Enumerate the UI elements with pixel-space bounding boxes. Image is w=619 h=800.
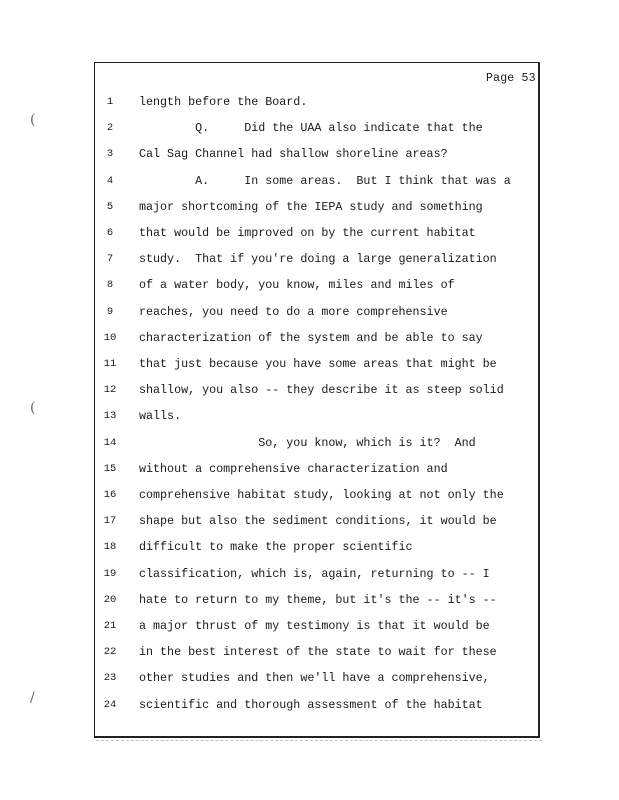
line-text: So, you know, which is it? And bbox=[139, 435, 476, 450]
line-text: major shortcoming of the IEPA study and something bbox=[139, 199, 483, 214]
transcript-line bbox=[0, 383, 619, 399]
transcript-line bbox=[0, 357, 619, 373]
line-text: length before the Board. bbox=[139, 95, 308, 109]
line-number: 24 bbox=[103, 698, 117, 711]
transcript-line bbox=[0, 331, 619, 347]
line-number: 15 bbox=[103, 462, 117, 475]
transcript-line bbox=[0, 147, 619, 163]
line-number: 18 bbox=[103, 541, 117, 554]
line-number: 16 bbox=[103, 489, 117, 501]
transcript-line bbox=[0, 226, 619, 242]
line-number: 14 bbox=[103, 436, 117, 449]
line-number: 10 bbox=[103, 331, 117, 344]
line-number: 1 bbox=[106, 96, 114, 108]
line-text: that just because you have some areas that might be bbox=[139, 357, 497, 371]
line-text: comprehensive habitat study, looking at not only the bbox=[139, 488, 504, 502]
transcript-line bbox=[0, 436, 619, 452]
transcript-line bbox=[0, 671, 619, 687]
line-number: 22 bbox=[103, 646, 117, 659]
line-text: difficult to make the proper scientific bbox=[139, 540, 413, 555]
transcript-line bbox=[0, 593, 619, 609]
transcript-line bbox=[0, 462, 619, 478]
line-number: 23 bbox=[103, 672, 117, 685]
line-number: 12 bbox=[103, 384, 117, 397]
line-text: other studies and then we'll have a comprehensive, bbox=[139, 671, 490, 686]
transcript-line bbox=[0, 540, 619, 556]
line-text: reaches, you need to do a more comprehensive bbox=[139, 304, 448, 319]
transcript-line bbox=[0, 567, 619, 583]
transcript-line bbox=[0, 174, 619, 190]
line-text: characterization of the system and be able to say bbox=[139, 330, 483, 345]
line-number: 7 bbox=[106, 253, 114, 266]
transcript-line bbox=[0, 619, 619, 635]
line-number: 20 bbox=[103, 593, 117, 606]
line-text: Cal Sag Channel had shallow shoreline areas? bbox=[139, 147, 448, 162]
transcript-line bbox=[0, 252, 619, 268]
transcript-line bbox=[0, 698, 619, 714]
transcript-page-border bbox=[94, 62, 540, 738]
transcript-line bbox=[0, 95, 619, 111]
page-number: Page 53 bbox=[486, 72, 536, 85]
transcript-line bbox=[0, 488, 619, 504]
margin-mark-icon: ( bbox=[30, 400, 36, 416]
scan-noise-line bbox=[96, 740, 542, 743]
line-number: 19 bbox=[103, 567, 117, 580]
line-number: 5 bbox=[106, 200, 114, 213]
line-number: 9 bbox=[106, 305, 114, 318]
transcript-line bbox=[0, 278, 619, 294]
margin-mark-icon: ( bbox=[30, 112, 36, 128]
line-number: 3 bbox=[106, 148, 114, 161]
line-text: that would be improved on by the current habitat bbox=[139, 226, 476, 240]
transcript-line bbox=[0, 305, 619, 321]
transcript-line bbox=[0, 514, 619, 530]
margin-mark-icon: / bbox=[30, 690, 35, 706]
line-number: 13 bbox=[103, 410, 117, 423]
line-text: shape but also the sediment conditions, it would be bbox=[139, 514, 497, 529]
line-text: walls. bbox=[139, 409, 182, 424]
transcript-line bbox=[0, 200, 619, 216]
line-text: A. In some areas. But I think that was a bbox=[139, 173, 511, 188]
line-number: 11 bbox=[103, 358, 117, 370]
line-text: hate to return to my theme, but it's the -- it's -- bbox=[139, 592, 497, 607]
line-number: 4 bbox=[106, 174, 114, 187]
line-text: of a water body, you know, miles and miles of bbox=[139, 278, 455, 293]
line-text: study. That if you're doing a large generalization bbox=[139, 252, 497, 267]
line-text: classification, which is, again, returning to -- I bbox=[139, 566, 490, 581]
line-text: scientific and thorough assessment of the habitat bbox=[139, 697, 483, 712]
line-text: in the best interest of the state to wait for these bbox=[139, 645, 497, 660]
line-number: 6 bbox=[106, 227, 114, 239]
transcript-line bbox=[0, 645, 619, 661]
transcript-line bbox=[0, 409, 619, 425]
transcript-line bbox=[0, 121, 619, 137]
line-number: 21 bbox=[103, 620, 117, 632]
line-number: 17 bbox=[103, 515, 117, 528]
line-text: without a comprehensive characterization and bbox=[139, 461, 448, 476]
line-number: 2 bbox=[106, 122, 114, 135]
line-text: Q. Did the UAA also indicate that the bbox=[139, 121, 483, 136]
line-text: a major thrust of my testimony is that it would be bbox=[139, 619, 490, 633]
line-number: 8 bbox=[106, 279, 114, 292]
line-text: shallow, you also -- they describe it as steep solid bbox=[139, 383, 504, 398]
